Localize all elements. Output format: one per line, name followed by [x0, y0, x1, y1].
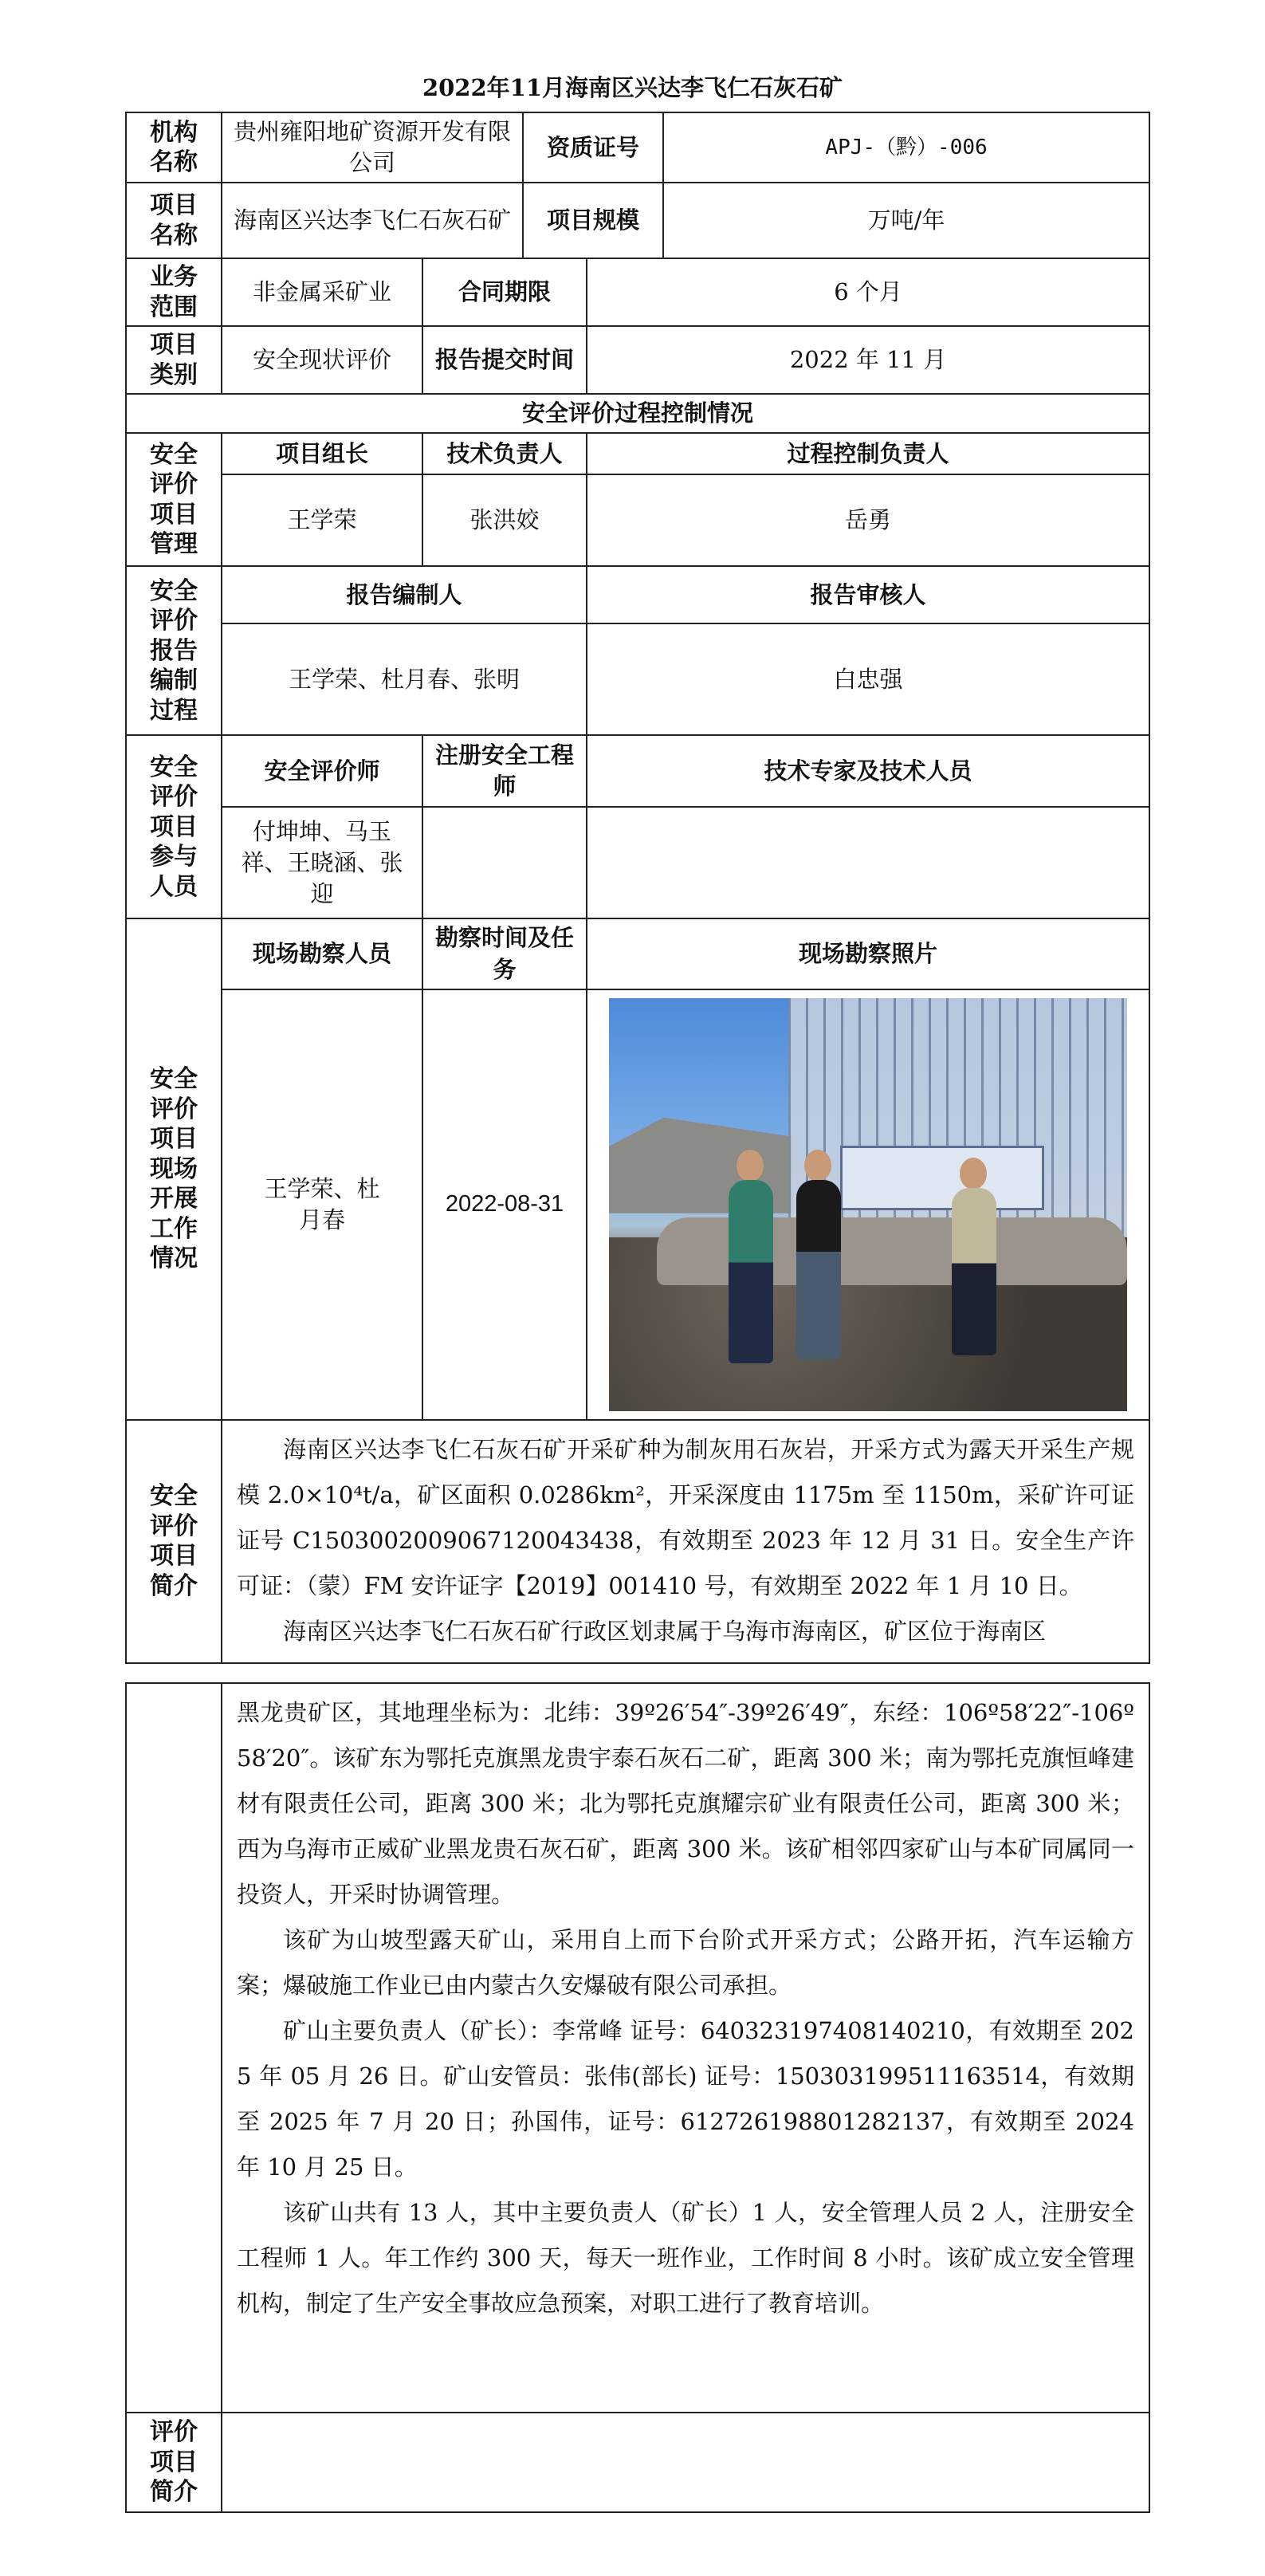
- safety-evaluator-value: 付坤坤、马玉祥、王晓涵、张迎: [222, 807, 422, 918]
- safety-engineer-value: [422, 807, 587, 918]
- summary-paragraph-5: 该矿山共有 13 人，其中主要负责人（矿长）1 人，安全管理人员 2 人，注册安全工程师 1 人。年工作约 300 天，每天一班作业，工作时间 8 小时。该矿成立安全管理机构，制定了生产安全事故应急预案，对职工进行了教育培训。: [237, 2199, 1134, 2317]
- tech-lead-value: 张洪姣: [422, 474, 587, 566]
- summary-text-part1: [222, 1420, 1149, 1663]
- contract-value: 6 个月: [587, 258, 1149, 326]
- submit-value: 2022 年 11 月: [587, 326, 1149, 394]
- header-process-control: 过程控制负责人: [587, 433, 1149, 474]
- compile-label: 安全 评价 报告 编制 过程: [126, 566, 222, 735]
- header-tech-experts: 技术专家及技术人员: [587, 735, 1149, 807]
- process-section-title: 安全评价过程控制情况: [126, 394, 1149, 433]
- project-label: 项目 名称: [126, 183, 222, 258]
- process-control-value: 岳勇: [587, 474, 1149, 566]
- cert-label: 资质证号: [523, 112, 663, 183]
- summary-paragraph-4: 矿山主要负责人（矿长）：李常峰 证号：640323197408140210，有效期至 2025 年 05 月 26 日。矿山安管员：张伟(部长) 证号：150303199511163514，有效期至 2025 年 7 月 20 日；孙国伟，证号：612726198801282137，有效期至 2024 年 10 月 25 日。: [237, 2017, 1134, 2181]
- summary-label: 安全 评价 项目 简介: [126, 1420, 222, 1663]
- scale-value: 万吨/年: [663, 183, 1149, 258]
- org-label: 机构 名称: [126, 112, 222, 183]
- header-safety-evaluator: 安全评价师: [222, 735, 422, 807]
- project-value: 海南区兴达李飞仁石灰石矿: [222, 183, 523, 258]
- summary-paragraph-2-start: 海南区兴达李飞仁石灰石矿行政区划隶属于乌海市海南区，矿区位于海南区: [283, 1617, 1047, 1645]
- continuation-label-cell: [126, 1683, 222, 2413]
- tech-experts-value: [587, 807, 1149, 918]
- org-value: 贵州雍阳地矿资源开发有限公司: [222, 112, 523, 183]
- person-head-3: [960, 1158, 987, 1190]
- management-label: 安全 评价 项目 管理: [126, 433, 222, 566]
- site-staff-value: 王学荣、杜月春: [222, 989, 422, 1420]
- header-report-reviewer: 报告审核人: [587, 566, 1149, 623]
- header-safety-engineer: 注册安全工程师: [422, 735, 587, 807]
- person-head-1: [737, 1150, 764, 1182]
- site-survey-photo: [609, 998, 1127, 1411]
- summary-text-part2: [222, 1683, 1149, 2413]
- header-site-staff: 现场勘察人员: [222, 918, 422, 989]
- business-value: 非金属采矿业: [222, 258, 422, 326]
- survey-time-value: 2022-08-31: [422, 989, 587, 1420]
- continuation-table: [125, 1682, 1150, 2513]
- rock-pile: [657, 1217, 1127, 1285]
- signboard: [840, 1146, 1044, 1210]
- person-head-2: [804, 1150, 831, 1182]
- category-value: 安全现状评价: [222, 326, 422, 394]
- header-report-author: 报告编制人: [222, 566, 587, 623]
- header-tech-lead: 技术负责人: [422, 433, 587, 474]
- header-project-leader: 项目组长: [222, 433, 422, 474]
- document-title: 2022年11月海南区兴达李飞仁石灰石矿: [422, 74, 843, 101]
- main-table: [125, 112, 1150, 1664]
- site-photo-cell: [587, 989, 1149, 1420]
- summary-paragraph-1: 海南区兴达李飞仁石灰石矿开采矿种为制灰用石灰岩，开采方式为露天开采生产规模 2.0×10⁴t/a，矿区面积 0.0286km²，开采深度由 1175m 至 1150m，采矿许可证证号 C1503002009067120043438，有效期至 2023 年 12 月 31 日。安全生产许可证：（蒙）FM 安许证字【2019】001410 号，有效期至 2022 年 1 月 10 日。: [237, 1435, 1135, 1599]
- person-1: [729, 1180, 773, 1363]
- category-label: 项目 类别: [126, 326, 222, 394]
- submit-label: 报告提交时间: [422, 326, 587, 394]
- evaluation-value: [222, 2413, 1149, 2512]
- project-leader-value: 王学荣: [222, 474, 422, 566]
- scale-label: 项目规模: [523, 183, 663, 258]
- summary-paragraph-3: 该矿为山坡型露天矿山，采用自上而下台阶式开采方式；公路开拓，汽车运输方案；爆破施工作业已由内蒙古久安爆破有限公司承担。: [237, 1926, 1134, 1999]
- summary-paragraph-2-cont: 黑龙贵矿区，其地理坐标为：北纬：39º26′54″-39º26′49″，东经：106º58′22″-106º58′20″。该矿东为鄂托克旗黑龙贵宇泰石灰石二矿，距离 300 米；南为鄂托克旗恒峰建材有限责任公司，距离 300 米；北为鄂托克旗耀宗矿业有限责任公司，距离 300 米；西为乌海市正威矿业黑龙贵石灰石矿，距离 300 米。该矿相邻四家矿山与本矿同属同一投资人，开采时协调管理。: [237, 1699, 1134, 1908]
- header-site-photo: 现场勘察照片: [587, 918, 1149, 989]
- person-2: [796, 1180, 841, 1359]
- report-reviewer-value: 白忠强: [587, 623, 1149, 735]
- site-work-label: 安全 评价 项目 现场 开展 工作 情况: [126, 918, 222, 1419]
- cert-value: APJ-（黔）-006: [663, 112, 1149, 183]
- contract-label: 合同期限: [422, 258, 587, 326]
- header-survey-time: 勘察时间及任务: [422, 918, 587, 989]
- participants-label: 安全 评价 项目 参与 人员: [126, 735, 222, 918]
- report-author-value: 王学荣、杜月春、张明: [222, 623, 587, 735]
- evaluation-label: 评价 项目 简介: [126, 2413, 222, 2512]
- business-label: 业务 范围: [126, 258, 222, 326]
- person-3: [952, 1188, 996, 1355]
